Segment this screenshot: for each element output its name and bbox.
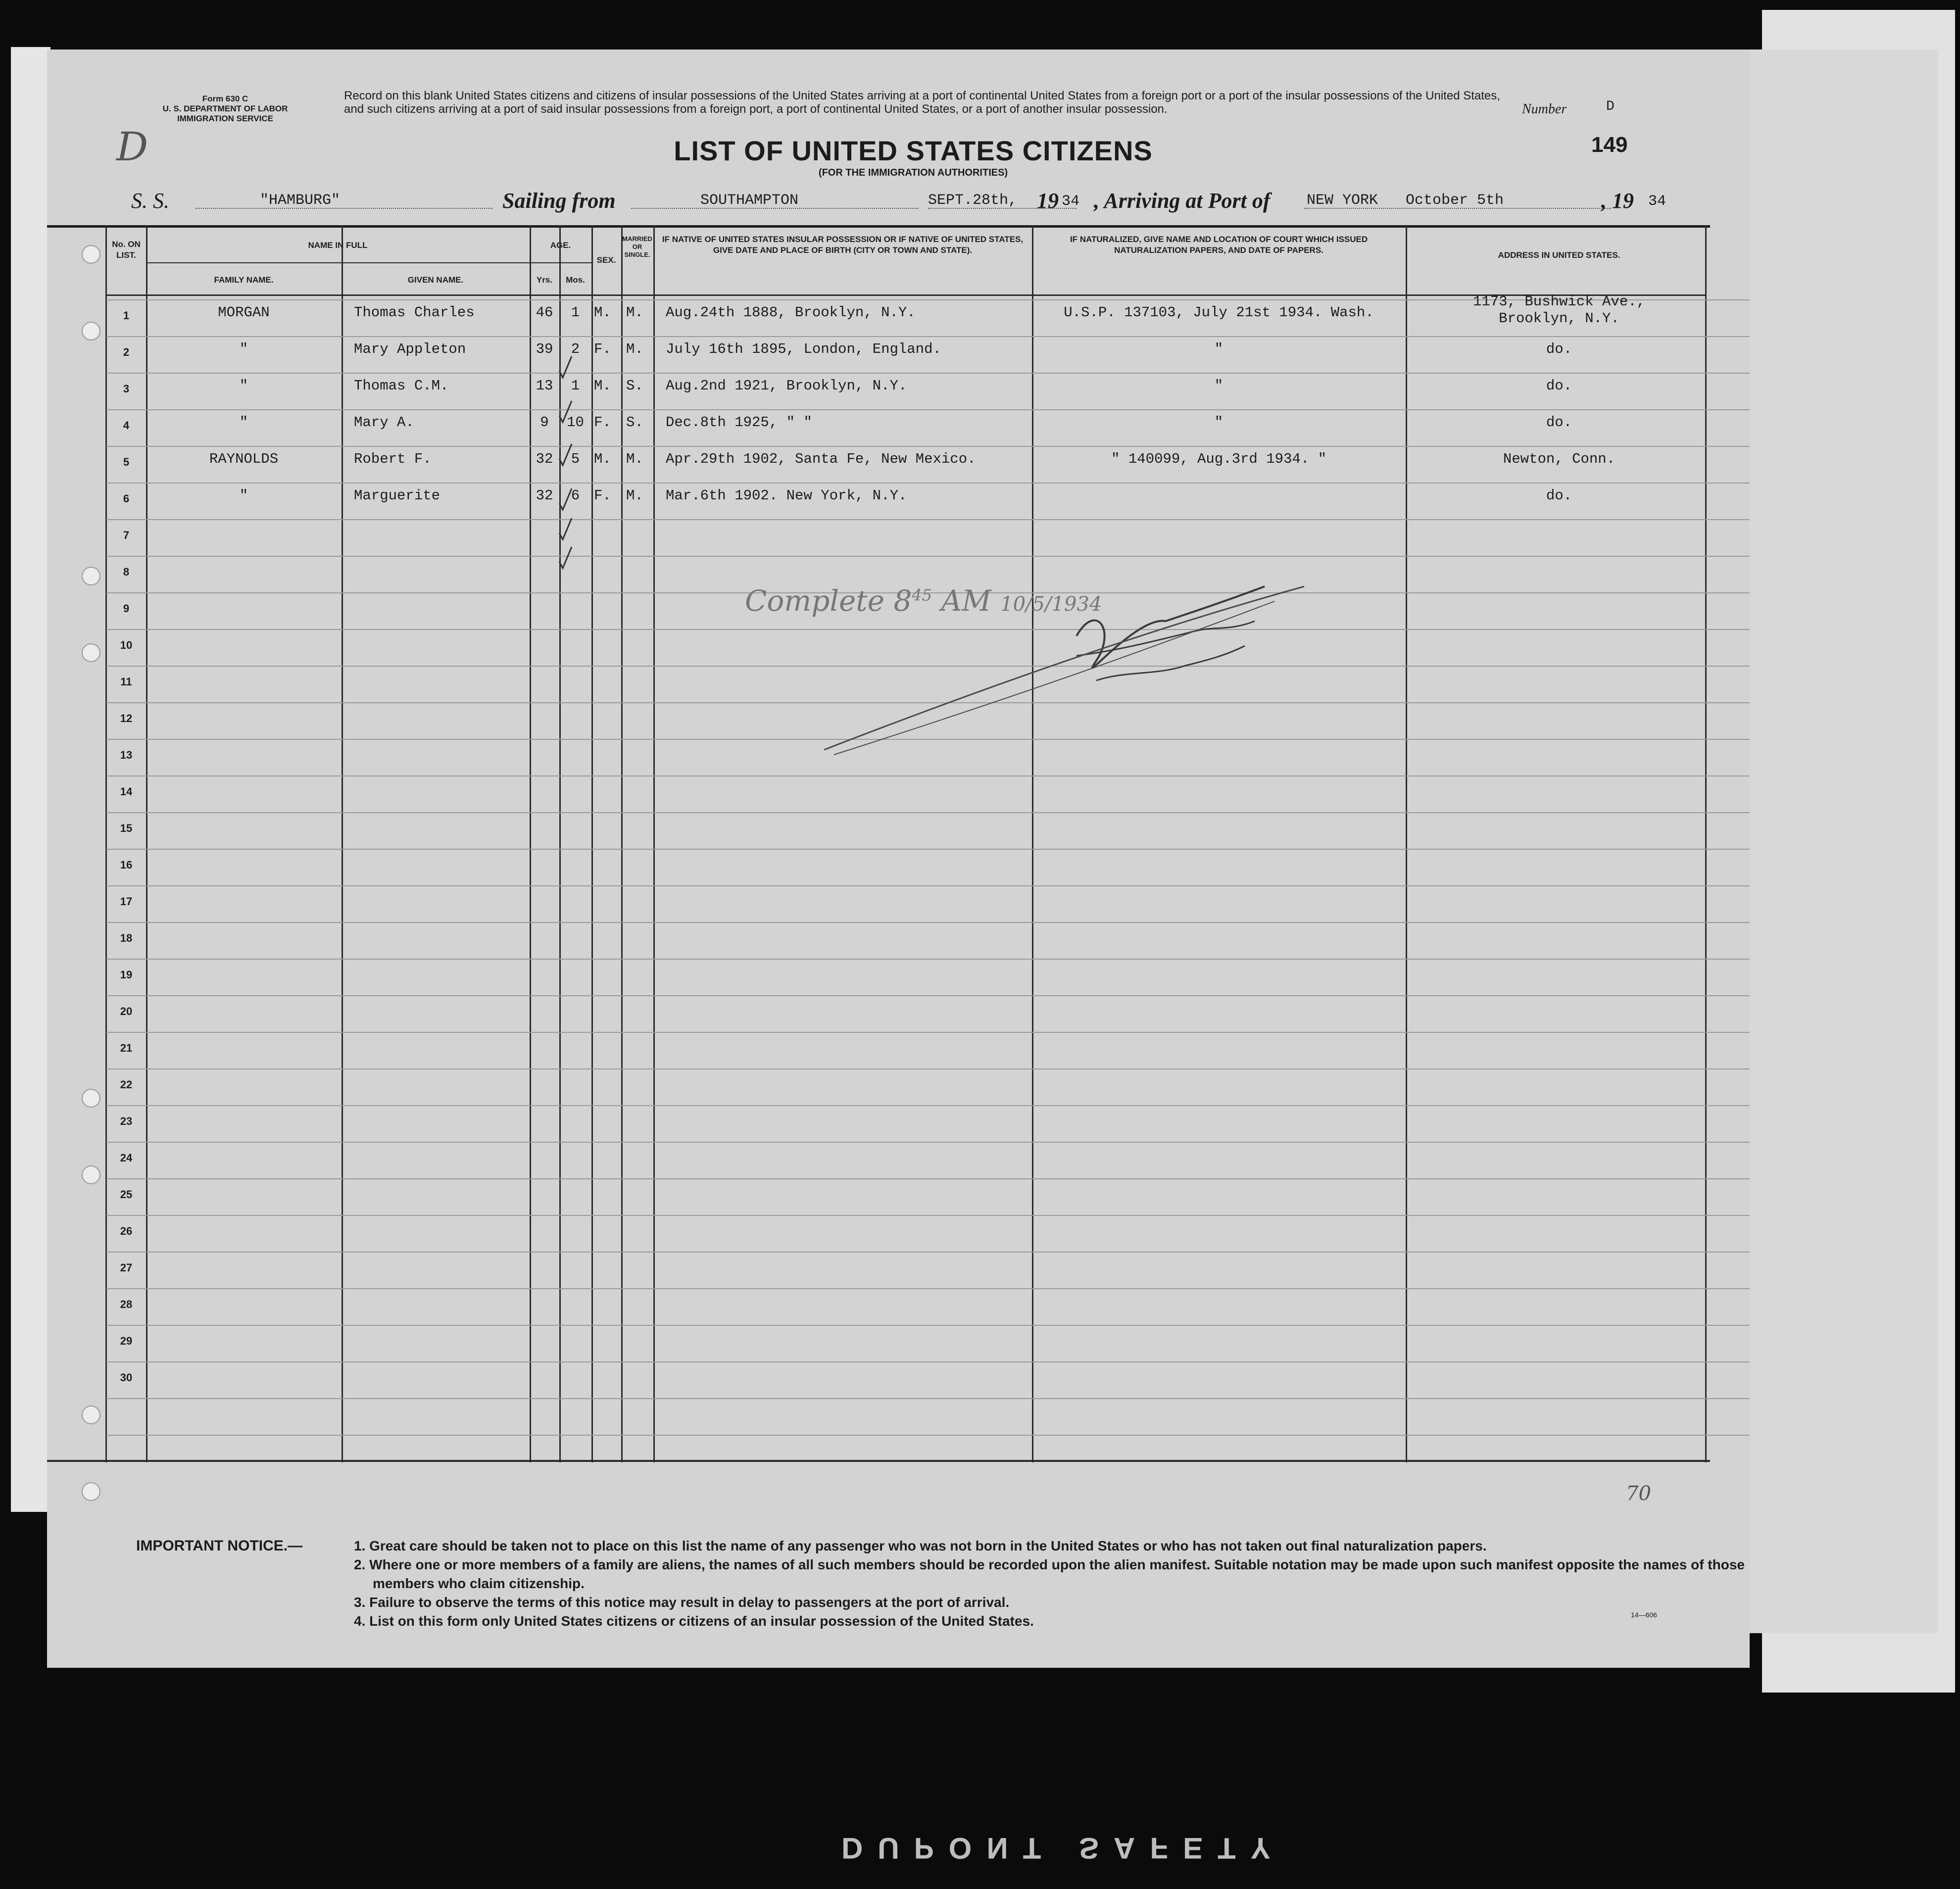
voyage-line — [47, 188, 1750, 218]
cell-ms: S. — [626, 378, 643, 394]
arrive-year-prefix: , 19 — [1601, 189, 1634, 213]
col-given-name: GIVEN NAME. — [407, 275, 464, 285]
col-mos: Mos. — [566, 275, 585, 285]
ruled-line — [106, 959, 1750, 960]
page-count-handwritten: 70 — [1626, 1482, 1651, 1505]
row-number: 29 — [120, 1335, 133, 1347]
row-number: 28 — [120, 1298, 133, 1310]
film-edge-text: DUPONT SAFETY — [841, 1832, 1285, 1865]
row-number: 6 — [123, 492, 130, 505]
cell-sex: F. — [594, 487, 611, 504]
row-number: 25 — [120, 1188, 133, 1201]
ruled-line — [106, 1032, 1750, 1033]
number-value: D — [1606, 99, 1615, 114]
punch-hole — [82, 1165, 100, 1184]
cell-sex: M. — [594, 378, 611, 394]
cell-addr1: do. — [1546, 414, 1572, 431]
arrive-year: 34 — [1648, 193, 1666, 210]
form-id: Form 630 C — [202, 94, 248, 103]
check-mark-3 — [559, 444, 572, 465]
cell-mos: 10 — [567, 414, 584, 431]
cell-birth: Mar.6th 1902. New York, N.Y. — [666, 487, 907, 504]
col-naturalized: IF NATURALIZED, GIVE NAME AND LOCATION OF COURT WHICH ISSUED NATURALIZATION PAPERS, AND DATE OF PAPERS. — [1070, 235, 1368, 255]
notice-item: 3. Failure to observe the terms of this notice may result in delay to passengers at the port of arrival. — [354, 1595, 1010, 1610]
cell-ms: S. — [626, 414, 643, 431]
row-number: 5 — [123, 456, 130, 468]
check-mark-4 — [559, 488, 572, 510]
cell-given: Thomas Charles — [354, 304, 475, 321]
year-prefix: 19 — [1037, 189, 1059, 213]
row-number: 12 — [120, 712, 133, 725]
ruled-line — [106, 1178, 1750, 1179]
row-number: 13 — [120, 749, 133, 761]
cell-addr1: 1173, Bushwick Ave., — [1472, 293, 1646, 310]
col-no: No. ON LIST. — [112, 240, 141, 260]
col-family-name: FAMILY NAME. — [214, 275, 274, 285]
manifest-sheet — [47, 49, 1750, 1668]
cell-mos: 6 — [571, 487, 580, 504]
cell-addr2: Brooklyn, N.Y. — [1499, 310, 1619, 327]
cell-sex: M. — [594, 304, 611, 321]
cell-addr1: do. — [1546, 378, 1572, 394]
cell-ms: M. — [626, 487, 643, 504]
ruled-line — [106, 1252, 1750, 1253]
cell-family: MORGAN — [218, 304, 270, 321]
cell-given: Mary A. — [354, 414, 414, 431]
punch-hole — [82, 1405, 100, 1424]
ruled-line — [106, 1325, 1750, 1326]
row-number: 26 — [120, 1225, 133, 1237]
ruled-line — [106, 885, 1750, 886]
ruled-line — [106, 1068, 1750, 1069]
ruled-line — [106, 1435, 1750, 1436]
cell-given: Robert F. — [354, 451, 432, 467]
row-number: 23 — [120, 1115, 133, 1127]
cell-nat: " — [1214, 414, 1224, 431]
cell-addr1: do. — [1546, 341, 1572, 357]
sailing-label: Sailing from — [502, 189, 616, 213]
notice-item: 1. Great care should be taken not to place on this list the name of any passenger who was not born in the United States or who has not taken out final naturalization papers. — [354, 1538, 1487, 1553]
row-number: 18 — [120, 932, 133, 944]
cell-yrs: 13 — [536, 378, 553, 394]
check-mark-6 — [559, 547, 572, 568]
sail-date: SEPT.28th, — [928, 192, 1018, 209]
col-age: AGE. — [550, 241, 571, 250]
punch-hole — [82, 643, 100, 662]
ruled-line — [106, 995, 1750, 996]
cell-birth: Apr.29th 1902, Santa Fe, New Mexico. — [666, 451, 976, 467]
punch-hole — [82, 567, 100, 585]
row-number: 22 — [120, 1078, 133, 1091]
ruled-line — [106, 519, 1750, 520]
arriving-label: , Arriving at Port of — [1094, 189, 1271, 213]
row-number: 24 — [120, 1152, 133, 1164]
row-number: 9 — [123, 602, 130, 615]
notice-item: 4. List on this form only United States citizens or citizens of an insular possession of the United States. — [354, 1613, 1034, 1629]
ss-label: S. S. — [131, 189, 169, 213]
cell-mos: 2 — [571, 341, 580, 357]
punch-hole — [82, 245, 100, 264]
form-header-block — [121, 94, 329, 124]
col-birth: IF NATIVE OF UNITED STATES INSULAR POSSESSION OR IF NATIVE OF UNITED STATES, GIVE DATE AND PLACE OF BIRTH (CITY OR TOWN AND STATE). — [662, 235, 1024, 255]
notice-item: 2. Where one or more members of a family are aliens, the names of all such members should be recorded upon the alien manifest. Suitable notation may be made upon such manifest opposite the names of those members who claim citizenship. — [354, 1557, 1745, 1591]
row-number: 15 — [120, 822, 133, 834]
row-number: 1 — [123, 309, 130, 322]
cell-family: " — [239, 414, 248, 431]
record-instructions: Record on this blank United States citizens and citizens of insular possessions of the United States arriving at a port of continental United States from a foreign port or a port of the insular possessions of the United States, and such citizens arriving at a port of said insular possessions from a foreign port, a port of continental United States, or a port of another insular possession. — [344, 89, 1500, 116]
ruled-line — [106, 1398, 1750, 1399]
cell-sex: F. — [594, 414, 611, 431]
row-number: 21 — [120, 1042, 133, 1054]
row-number: 3 — [123, 383, 130, 395]
row-number: 4 — [123, 419, 130, 432]
punch-hole — [82, 1482, 100, 1501]
check-mark-2 — [559, 401, 572, 422]
complete-date: 10/5/1934 — [1000, 593, 1102, 616]
row-number: 27 — [120, 1261, 133, 1274]
row-number: 30 — [120, 1371, 133, 1384]
passenger-table — [47, 225, 1750, 1462]
row-number: 17 — [120, 895, 133, 908]
row-number: 10 — [120, 639, 133, 651]
ruled-line — [106, 483, 1750, 484]
cell-ms: M. — [626, 304, 643, 321]
punch-hole — [82, 322, 100, 340]
ruled-line — [106, 1215, 1750, 1216]
ruled-line — [106, 1288, 1750, 1289]
ruled-line — [106, 446, 1750, 447]
notice-label: IMPORTANT NOTICE.— — [136, 1538, 303, 1554]
ruled-line — [106, 336, 1750, 337]
cell-sex: F. — [594, 341, 611, 357]
cell-ms: M. — [626, 451, 643, 467]
signature-stroke — [824, 586, 1304, 755]
row-number: 2 — [123, 346, 130, 358]
ruled-line — [106, 1361, 1750, 1362]
handwritten-d-mark: D — [116, 124, 148, 170]
ruled-line — [106, 556, 1750, 557]
cell-yrs: 32 — [536, 451, 553, 467]
inspector-signature-drawing — [819, 572, 1314, 819]
cell-nat: " 140099, Aug.3rd 1934. " — [1111, 451, 1327, 467]
row-number: 20 — [120, 1005, 133, 1017]
page-title: LIST OF UNITED STATES CITIZENS — [674, 135, 1153, 166]
page-number: 149 — [1591, 133, 1628, 157]
row-number: 11 — [120, 676, 132, 688]
cell-yrs: 9 — [540, 414, 549, 431]
col-sex: SEX. — [596, 255, 616, 265]
punch-hole — [82, 1089, 100, 1108]
col-name-in-full: NAME IN FULL — [308, 241, 368, 250]
cell-yrs: 46 — [536, 304, 553, 321]
ruled-line — [106, 1105, 1750, 1106]
cell-mos: 1 — [571, 304, 580, 321]
cell-given: Thomas C.M. — [354, 378, 449, 394]
page-subtitle: (FOR THE IMMIGRATION AUTHORITIES) — [818, 167, 1008, 178]
cell-addr1: Newton, Conn. — [1503, 451, 1616, 467]
cell-family: RAYNOLDS — [209, 451, 279, 467]
cell-family: " — [239, 487, 248, 504]
row-number: 7 — [123, 529, 130, 541]
cell-sex: M. — [594, 451, 611, 467]
col-yrs: Yrs. — [536, 275, 553, 285]
cell-birth: Aug.2nd 1921, Brooklyn, N.Y. — [666, 378, 907, 394]
notice-list — [354, 1537, 1764, 1631]
ruled-line — [106, 373, 1750, 374]
check-mark-5 — [559, 518, 572, 539]
arrive-date: October 5th — [1406, 192, 1504, 209]
cell-mos: 5 — [571, 451, 580, 467]
left-binding-strip — [11, 47, 50, 1512]
ship-name: "HAMBURG" — [260, 192, 341, 209]
cell-nat: U.S.P. 137103, July 21st 1934. Wash. — [1064, 304, 1374, 321]
row-number: 16 — [120, 859, 133, 871]
service: IMMIGRATION SERVICE — [177, 114, 273, 123]
cell-nat: " — [1214, 341, 1224, 357]
form-code: 14—606 — [1631, 1611, 1657, 1619]
cell-ms: M. — [626, 341, 643, 357]
check-marks — [557, 319, 656, 666]
department: U. S. DEPARTMENT OF LABOR — [162, 104, 288, 113]
number-label: Number — [1522, 101, 1567, 117]
cell-yrs: 39 — [536, 341, 553, 357]
col-address: ADDRESS IN UNITED STATES. — [1498, 250, 1620, 260]
sail-year: 34 — [1062, 193, 1080, 210]
cell-birth: Dec.8th 1925, " " — [666, 414, 812, 431]
cell-birth: Aug.24th 1888, Brooklyn, N.Y. — [666, 304, 916, 321]
check-mark-1 — [559, 356, 572, 378]
cell-nat: " — [1214, 378, 1224, 394]
col-married: MARRIED OR SINGLE. — [622, 235, 652, 258]
cell-addr1: do. — [1546, 487, 1572, 504]
row-number: 19 — [120, 969, 133, 981]
cell-mos: 1 — [571, 378, 580, 394]
complete-time-sup: 45 — [912, 585, 932, 605]
complete-text: Complete 8 — [745, 584, 912, 618]
cell-family: " — [239, 378, 248, 394]
cell-given: Mary Appleton — [354, 341, 466, 357]
cell-yrs: 32 — [536, 487, 553, 504]
ruled-line — [106, 849, 1750, 850]
row-number: 14 — [120, 785, 133, 798]
cell-family: " — [239, 341, 248, 357]
row-number: 8 — [123, 566, 130, 578]
complete-am: AM — [941, 584, 991, 618]
ruled-line — [106, 1142, 1750, 1143]
port-to: NEW YORK — [1307, 192, 1378, 209]
port-from: SOUTHAMPTON — [700, 192, 799, 209]
ruled-line — [106, 922, 1750, 923]
ruled-line — [106, 409, 1750, 410]
cell-birth: July 16th 1895, London, England. — [666, 341, 941, 357]
cell-given: Marguerite — [354, 487, 441, 504]
